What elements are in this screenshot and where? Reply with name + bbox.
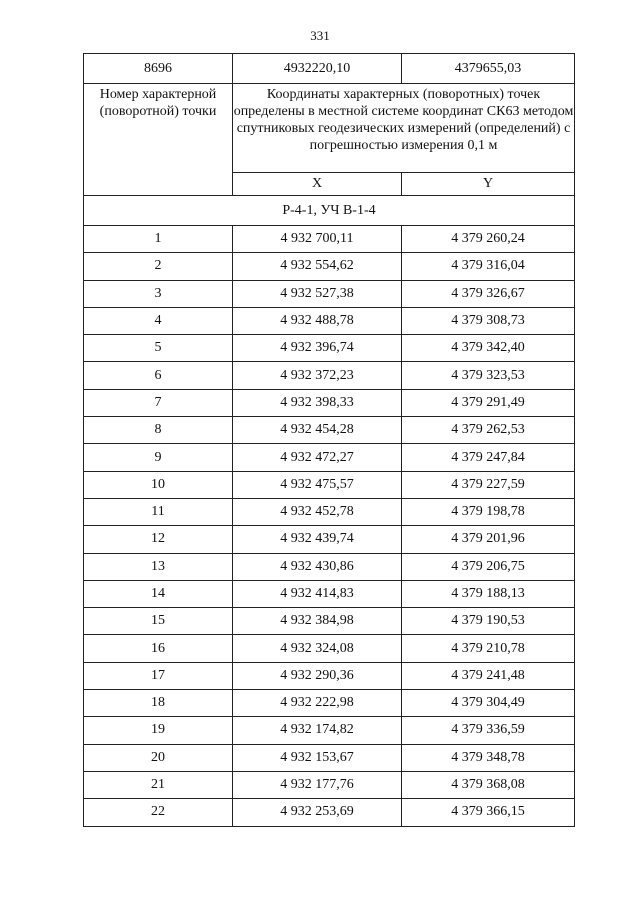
y-coordinate-cell: 4 379 342,40 [402,335,575,362]
y-coordinate-cell: 4 379 260,24 [402,226,575,253]
y-coordinate-cell: 4 379 190,53 [402,608,575,635]
page-number: 331 [310,28,330,43]
x-coordinate-cell: 4 932 430,86 [233,553,402,580]
y-coordinate-cell: 4 379 308,73 [402,307,575,334]
point-number-cell: 17 [84,662,233,689]
point-number-cell: 4 [84,307,233,334]
x-coordinate-cell: 4 932 700,11 [233,226,402,253]
table-row [84,307,575,334]
table-row [84,253,575,280]
table-row [84,471,575,498]
point-number-cell: 8696 [84,54,233,84]
y-coordinate-cell: 4 379 227,59 [402,471,575,498]
y-coordinate-cell: 4 379 366,15 [402,799,575,826]
x-coordinate-cell: 4 932 253,69 [233,799,402,826]
point-number-cell: 9 [84,444,233,471]
x-coordinate-cell: 4 932 174,82 [233,717,402,744]
y-coordinate-cell: 4 379 323,53 [402,362,575,389]
table-row [84,389,575,416]
table-row [84,444,575,471]
table-row [84,635,575,662]
point-number-cell: 5 [84,335,233,362]
point-number-cell: 13 [84,553,233,580]
x-coordinate-cell: 4 932 454,28 [233,417,402,444]
table-row [84,280,575,307]
x-coordinate-cell: 4 932 527,38 [233,280,402,307]
x-coordinate-cell: 4 932 472,27 [233,444,402,471]
y-coordinate-cell: 4 379 336,59 [402,717,575,744]
point-number-cell: 2 [84,253,233,280]
x-coordinate-cell: 4 932 177,76 [233,771,402,798]
section-title: Р-4-1, УЧ В-1-4 [84,196,575,226]
table-row [84,417,575,444]
x-coordinate-cell: 4 932 372,23 [233,362,402,389]
y-coordinate-cell: 4 379 368,08 [402,771,575,798]
x-coordinate-cell: 4 932 222,98 [233,690,402,717]
x-coordinate-cell: 4 932 475,57 [233,471,402,498]
x-coordinate-cell: 4932220,10 [233,54,402,84]
y-coordinate-cell: 4 379 348,78 [402,744,575,771]
x-coordinate-cell: 4 932 488,78 [233,307,402,334]
point-number-cell: 19 [84,717,233,744]
point-number-cell: 18 [84,690,233,717]
x-coordinate-cell: 4 932 290,36 [233,662,402,689]
x-coordinate-cell: 4 932 554,62 [233,253,402,280]
x-column-header: X [233,173,402,196]
point-number-cell: 7 [84,389,233,416]
coordinates-table [83,53,575,827]
point-number-cell: 12 [84,526,233,553]
x-coordinate-cell: 4 932 439,74 [233,526,402,553]
table-row [84,799,575,826]
table-row [84,498,575,525]
y-column-header: Y [402,173,575,196]
x-coordinate-cell: 4 932 384,98 [233,608,402,635]
x-coordinate-cell: 4 932 324,08 [233,635,402,662]
table-row [84,553,575,580]
y-coordinate-cell: 4 379 201,96 [402,526,575,553]
coordinates-table-body [84,54,575,827]
y-coordinate-cell: 4 379 262,53 [402,417,575,444]
point-number-cell: 1 [84,226,233,253]
coordinates-description-header: Координаты характерных (поворотных) точек определены в местной системе координат СК63 методом спутниковых геодезических измерений (определений) с погрешностью измерения 0,1 м [233,84,575,173]
point-number-cell: 11 [84,498,233,525]
y-coordinate-cell: 4379655,03 [402,54,575,84]
table-row [84,335,575,362]
y-coordinate-cell: 4 379 210,78 [402,635,575,662]
table-row [84,226,575,253]
y-coordinate-cell: 4 379 304,49 [402,690,575,717]
point-number-header: Номер характерной (поворотной) точки [84,84,233,196]
y-coordinate-cell: 4 379 241,48 [402,662,575,689]
y-coordinate-cell: 4 379 188,13 [402,580,575,607]
point-number-cell: 3 [84,280,233,307]
point-number-cell: 22 [84,799,233,826]
point-number-cell: 15 [84,608,233,635]
table-header-row [84,84,575,173]
point-number-cell: 21 [84,771,233,798]
y-coordinate-cell: 4 379 326,67 [402,280,575,307]
x-coordinate-cell: 4 932 398,33 [233,389,402,416]
table-row [84,744,575,771]
table-row [84,662,575,689]
table-row [84,362,575,389]
y-coordinate-cell: 4 379 247,84 [402,444,575,471]
table-row [84,580,575,607]
point-number-cell: 16 [84,635,233,662]
point-number-cell: 14 [84,580,233,607]
point-number-cell: 6 [84,362,233,389]
y-coordinate-cell: 4 379 198,78 [402,498,575,525]
y-coordinate-cell: 4 379 291,49 [402,389,575,416]
x-coordinate-cell: 4 932 396,74 [233,335,402,362]
x-coordinate-cell: 4 932 153,67 [233,744,402,771]
table-row [84,717,575,744]
y-coordinate-cell: 4 379 316,04 [402,253,575,280]
point-number-cell: 20 [84,744,233,771]
table-row-continued [84,54,575,84]
x-coordinate-cell: 4 932 414,83 [233,580,402,607]
point-number-cell: 10 [84,471,233,498]
x-coordinate-cell: 4 932 452,78 [233,498,402,525]
table-row [84,690,575,717]
y-coordinate-cell: 4 379 206,75 [402,553,575,580]
table-row [84,526,575,553]
table-row [84,608,575,635]
point-number-cell: 8 [84,417,233,444]
section-row [84,196,575,226]
table-row [84,771,575,798]
